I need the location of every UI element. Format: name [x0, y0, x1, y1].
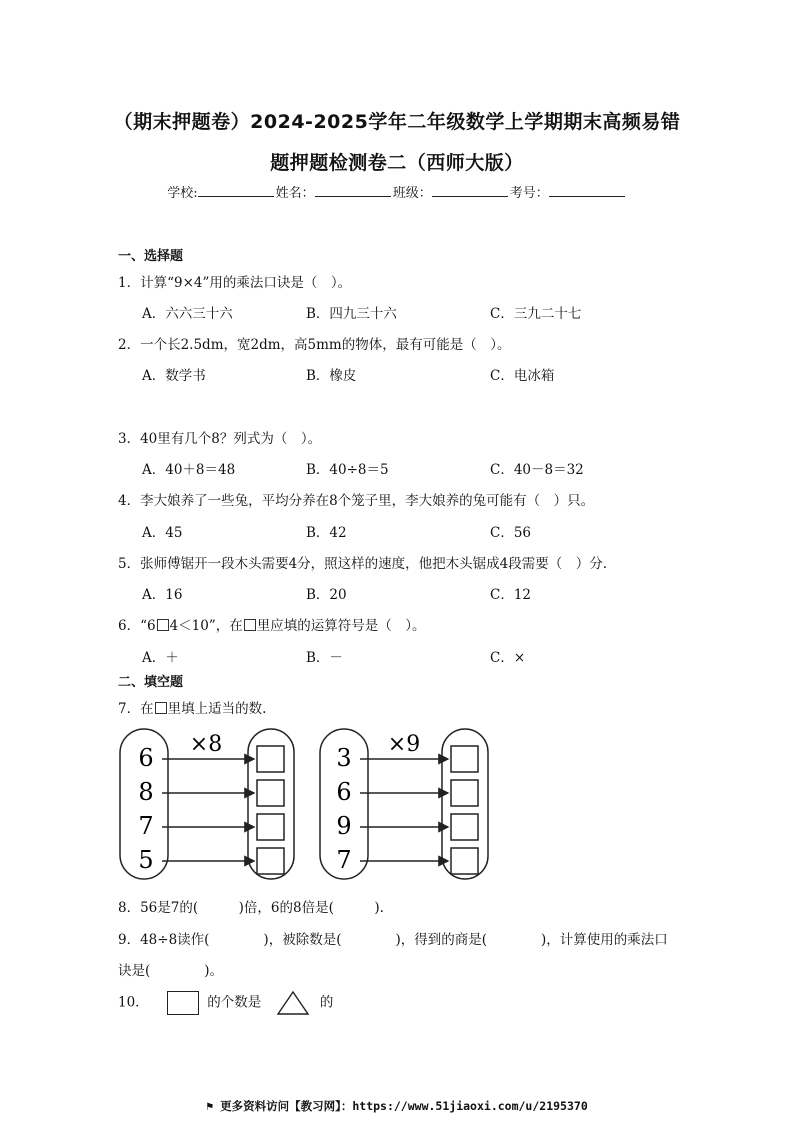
q6-option-b[interactable]: B．－ — [306, 650, 343, 666]
q4-option-a[interactable]: A．45 — [142, 525, 183, 541]
q7-text-post: 里填上适当的数. — [167, 701, 267, 717]
q4-option-c[interactable]: C．56 — [490, 525, 532, 541]
left-operator: ×8 — [189, 732, 223, 757]
q6-option-c[interactable]: C．× — [490, 650, 526, 666]
answer-box-icon — [155, 702, 167, 714]
right-number-3: 9 — [336, 812, 352, 840]
operator-box-icon — [157, 619, 169, 631]
q5-option-b[interactable]: B．20 — [306, 587, 347, 603]
name-label: 姓名： — [275, 186, 315, 201]
section-title-fill: 二、填空题 — [118, 675, 184, 690]
triangle-icon — [276, 990, 310, 1016]
question-6 — [118, 614, 426, 634]
exam-title-line2: 题押题检测卷二（西师大版） — [270, 152, 524, 174]
question-3: 3．40里有几个8？列式为（ ）。 — [118, 431, 322, 447]
right-number-1: 3 — [336, 744, 352, 772]
question-4: 4．李大娘养了一些兔，平均分养在8个笼子里，李大娘养的兔可能有（ ）只。 — [118, 493, 595, 509]
answer-box[interactable] — [257, 746, 284, 772]
right-number-4: 7 — [336, 846, 352, 874]
question-9-line1: 9．48÷8读作( )，被除数是( )，得到的商是( )，计算使用的乘法口 — [118, 932, 668, 948]
q6-text-end: 里应填的运算符号是（ ）。 — [256, 618, 426, 634]
q5-option-c[interactable]: C．12 — [490, 587, 532, 603]
q4-option-b[interactable]: B．42 — [306, 525, 347, 541]
answer-box[interactable] — [451, 746, 478, 772]
answer-box[interactable] — [257, 814, 284, 840]
mapping-diagram — [118, 725, 508, 887]
q6-text-post: 4＜10”，在 — [169, 618, 243, 634]
question-1: 1．计算“9×4”用的乘法口诀是（ ）。 — [118, 275, 352, 291]
q1-option-a[interactable]: A．六六三十六 — [142, 306, 233, 322]
q1-option-b[interactable]: B．四九三十六 — [306, 306, 397, 322]
right-operator: ×9 — [387, 732, 421, 757]
number-label: 考号： — [509, 186, 549, 201]
footer-link[interactable]: 更多资料访问【教习网】：https://www.51jiaoxi.com/u/2195370 — [220, 1099, 588, 1113]
q2-option-c[interactable]: C．电冰箱 — [490, 368, 555, 384]
footer — [0, 1098, 794, 1114]
q5-option-a[interactable]: A．16 — [142, 587, 183, 603]
left-number-2: 8 — [138, 778, 154, 806]
school-blank[interactable] — [198, 184, 274, 197]
class-blank[interactable] — [432, 184, 508, 197]
q10-text-mid: 的个数是 — [207, 994, 262, 1011]
class-label: 班级： — [392, 186, 432, 201]
school-label: 学校: — [167, 186, 198, 201]
q10-number: 10． — [118, 994, 149, 1011]
q3-option-b[interactable]: B．40÷8＝5 — [306, 462, 389, 478]
number-blank[interactable] — [549, 184, 625, 197]
flag-icon: ⚑ — [206, 1099, 221, 1113]
answer-box[interactable] — [451, 814, 478, 840]
question-2: 2．一个长2.5dm，宽2dm，高5mm的物体，最有可能是（ ）。 — [118, 337, 511, 353]
diagram-right — [320, 729, 488, 879]
question-9-line2: 诀是( )。 — [118, 963, 224, 979]
q7-text-pre: 7．在 — [118, 701, 154, 717]
left-number-1: 6 — [138, 744, 154, 772]
name-blank[interactable] — [315, 184, 391, 197]
question-10 — [118, 990, 333, 1016]
left-number-3: 7 — [138, 812, 154, 840]
question-7 — [118, 697, 266, 717]
answer-box[interactable] — [257, 848, 284, 874]
operator-box-icon — [244, 619, 256, 631]
square-icon — [167, 991, 199, 1015]
q2-option-a[interactable]: A．数学书 — [142, 368, 206, 384]
diagram-left — [120, 729, 294, 879]
section-title-choice: 一、选择题 — [118, 249, 184, 264]
answer-box[interactable] — [451, 848, 478, 874]
answer-box[interactable] — [257, 780, 284, 806]
q10-text-end: 的 — [319, 994, 334, 1011]
student-info-line — [0, 182, 794, 201]
q6-option-a[interactable]: A．＋ — [142, 650, 179, 666]
exam-title-line1: （期末押题卷）2024-2025学年二年级数学上学期期末高频易错 — [113, 111, 681, 133]
right-number-2: 6 — [336, 778, 352, 806]
answer-box[interactable] — [451, 780, 478, 806]
q2-option-b[interactable]: B．橡皮 — [306, 368, 357, 384]
q3-option-a[interactable]: A．40＋8＝48 — [142, 462, 236, 478]
question-5: 5．张师傅锯开一段木头需要4分，照这样的速度，他把木头锯成4段需要（ ）分. — [118, 556, 608, 572]
left-number-4: 5 — [138, 846, 154, 874]
question-8: 8．56是7的( )倍，6的8倍是( ). — [118, 900, 384, 916]
q1-option-c[interactable]: C．三九二十七 — [490, 306, 582, 322]
q3-option-c[interactable]: C．40－8＝32 — [490, 462, 584, 478]
q6-text-pre: 6．“6 — [118, 618, 156, 634]
